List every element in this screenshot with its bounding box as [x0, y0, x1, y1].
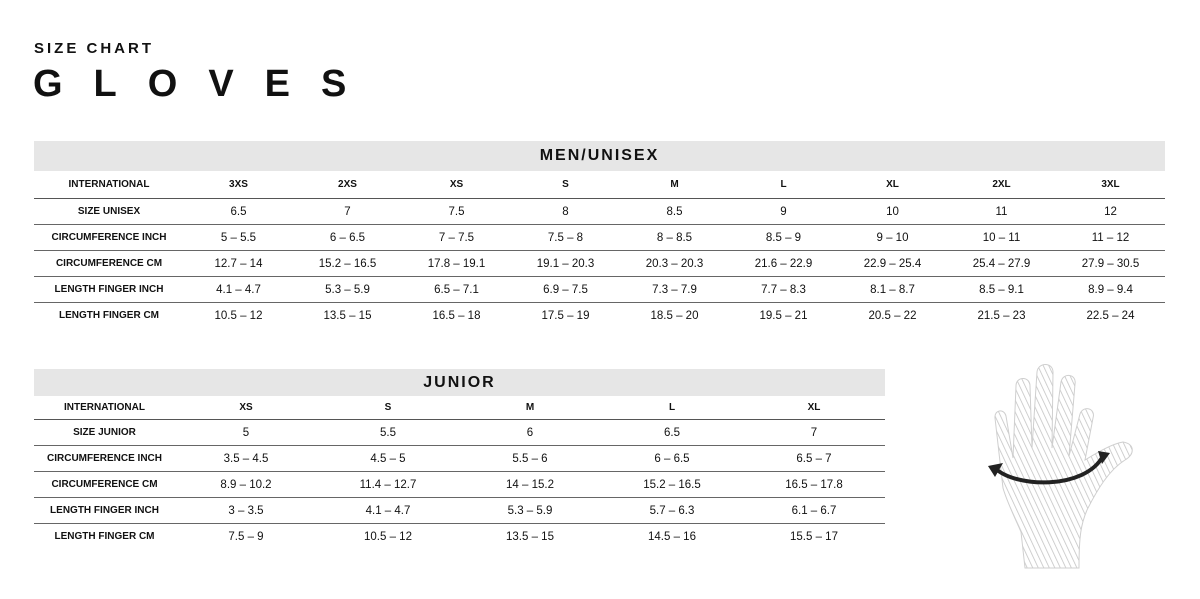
column-header: S — [317, 396, 459, 420]
column-header: L — [601, 396, 743, 420]
table-row — [34, 446, 885, 472]
page-title: GLOVES — [33, 63, 378, 105]
table-cell: 6.5 — [184, 199, 293, 225]
table-cell: 15.2 – 16.5 — [601, 472, 743, 498]
row-label: CIRCUMFERENCE INCH — [34, 225, 184, 251]
table-cell: 9 — [729, 199, 838, 225]
row-label: LENGTH FINGER CM — [54, 531, 155, 542]
table-row — [34, 277, 1165, 303]
table-cell: 10.5 – 12 — [214, 309, 263, 322]
column-header: 3XS — [184, 171, 293, 199]
table-cell: 7 — [743, 420, 885, 446]
column-header: M — [459, 396, 601, 420]
table-cell: 3.5 – 4.5 — [175, 446, 317, 472]
hand-measurement-icon — [985, 360, 1145, 575]
column-header: XL — [838, 171, 947, 199]
table-cell: 12.7 – 14 — [184, 251, 293, 277]
table-cell: 7.3 – 7.9 — [620, 277, 729, 303]
row-label: LENGTH FINGER CM — [59, 310, 159, 321]
table-cell: 14.5 – 16 — [648, 530, 696, 543]
table-cell: 17.5 – 19 — [541, 309, 590, 322]
table-cell: 22.5 – 24 — [1086, 309, 1135, 322]
table-cell: 5.7 – 6.3 — [601, 498, 743, 524]
table-cell: 8.1 – 8.7 — [838, 277, 947, 303]
table-cell: 6.9 – 7.5 — [511, 277, 620, 303]
table-cell: 10.5 – 12 — [364, 530, 412, 543]
table-cell: 10 – 11 — [947, 225, 1056, 251]
table-cell: 4.1 – 4.7 — [317, 498, 459, 524]
table-cell: 20.5 – 22 — [868, 309, 917, 322]
column-header: L — [729, 171, 838, 199]
column-header: 2XL — [947, 171, 1056, 199]
table-cell: 5.5 — [317, 420, 459, 446]
table-cell: 8.9 – 9.4 — [1056, 277, 1165, 303]
table-cell: 6.1 – 6.7 — [743, 498, 885, 524]
table-cell: 19.1 – 20.3 — [511, 251, 620, 277]
table-cell: 6 – 6.5 — [293, 225, 402, 251]
table-cell: 11 — [947, 199, 1056, 225]
table-cell: 4.5 – 5 — [317, 446, 459, 472]
table-cell: 21.6 – 22.9 — [729, 251, 838, 277]
table-cell: 8.9 – 10.2 — [175, 472, 317, 498]
table-cell: 5 — [175, 420, 317, 446]
table-row — [34, 251, 1165, 277]
table-cell: 13.5 – 15 — [323, 309, 372, 322]
table-cell: 10 — [838, 199, 947, 225]
table-cell: 8 – 8.5 — [620, 225, 729, 251]
table-cell: 11 – 12 — [1056, 225, 1165, 251]
table-cell: 22.9 – 25.4 — [838, 251, 947, 277]
junior-header-row — [34, 396, 885, 420]
table-row — [34, 472, 885, 498]
table-cell: 7 – 7.5 — [402, 225, 511, 251]
column-header: XL — [743, 396, 885, 420]
junior-size-table — [34, 369, 885, 549]
table-cell: 9 – 10 — [838, 225, 947, 251]
table-row — [34, 199, 1165, 225]
row-label: CIRCUMFERENCE CM — [34, 251, 184, 277]
table-cell: 5.5 – 6 — [459, 446, 601, 472]
table-cell: 7.7 – 8.3 — [729, 277, 838, 303]
table-cell: 6.5 – 7.1 — [402, 277, 511, 303]
table-cell: 7.5 — [402, 199, 511, 225]
table-cell: 20.3 – 20.3 — [620, 251, 729, 277]
table-cell: 5.3 – 5.9 — [293, 277, 402, 303]
table-cell: 16.5 – 17.8 — [743, 472, 885, 498]
table-cell: 15.2 – 16.5 — [293, 251, 402, 277]
column-header: XS — [402, 171, 511, 199]
table-cell: 12 — [1056, 199, 1165, 225]
table-cell: 5.3 – 5.9 — [459, 498, 601, 524]
table-cell: 11.4 – 12.7 — [317, 472, 459, 498]
table-cell: 7 — [293, 199, 402, 225]
table-cell: 19.5 – 21 — [759, 309, 808, 322]
table-cell: 17.8 – 19.1 — [402, 251, 511, 277]
column-header: XS — [175, 396, 317, 420]
column-header: INTERNATIONAL — [34, 396, 175, 420]
page-subtitle: SIZE CHART — [34, 40, 154, 57]
row-label: LENGTH FINGER INCH — [34, 498, 175, 524]
table-cell: 6.5 – 7 — [743, 446, 885, 472]
table-cell: 7.5 – 8 — [511, 225, 620, 251]
row-label: SIZE UNISEX — [34, 199, 184, 225]
column-header: 3XL — [1056, 171, 1165, 199]
table-cell: 8.5 – 9.1 — [947, 277, 1056, 303]
table-row — [34, 420, 885, 446]
column-header: 2XS — [293, 171, 402, 199]
table-row — [34, 524, 885, 550]
table-row — [34, 303, 1165, 329]
row-label: SIZE JUNIOR — [34, 420, 175, 446]
table-cell: 8 — [511, 199, 620, 225]
table-cell: 16.5 – 18 — [432, 309, 481, 322]
table-cell: 6 — [459, 420, 601, 446]
men-unisex-table-title: MEN/UNISEX — [34, 141, 1165, 171]
table-row — [34, 498, 885, 524]
table-cell: 25.4 – 27.9 — [947, 251, 1056, 277]
junior-table-title: JUNIOR — [34, 369, 885, 396]
table-cell: 15.5 – 17 — [790, 530, 838, 543]
row-label: LENGTH FINGER INCH — [34, 277, 184, 303]
table-cell: 27.9 – 30.5 — [1056, 251, 1165, 277]
row-label: CIRCUMFERENCE CM — [34, 472, 175, 498]
table-cell: 6 – 6.5 — [601, 446, 743, 472]
column-header: M — [620, 171, 729, 199]
men-unisex-size-table — [34, 141, 1165, 328]
row-label: CIRCUMFERENCE INCH — [34, 446, 175, 472]
table-cell: 14 – 15.2 — [459, 472, 601, 498]
column-header: INTERNATIONAL — [34, 171, 184, 199]
men-unisex-header-row — [34, 171, 1165, 199]
table-cell: 7.5 – 9 — [228, 530, 264, 543]
table-cell: 8.5 — [620, 199, 729, 225]
table-cell: 4.1 – 4.7 — [184, 277, 293, 303]
table-cell: 8.5 – 9 — [729, 225, 838, 251]
table-cell: 6.5 — [601, 420, 743, 446]
table-cell: 3 – 3.5 — [175, 498, 317, 524]
column-header: S — [511, 171, 620, 199]
table-cell: 21.5 – 23 — [977, 309, 1026, 322]
table-row — [34, 225, 1165, 251]
table-cell: 5 – 5.5 — [184, 225, 293, 251]
table-cell: 18.5 – 20 — [650, 309, 699, 322]
table-cell: 13.5 – 15 — [506, 530, 554, 543]
